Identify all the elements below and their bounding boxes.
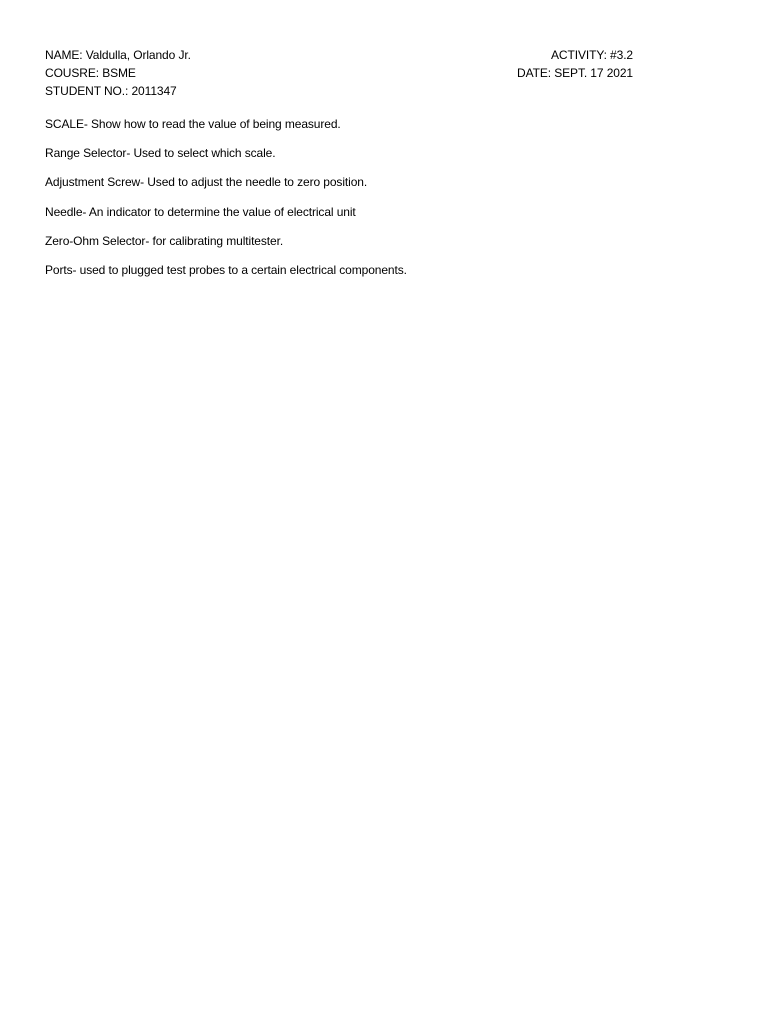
definition-needle: Needle- An indicator to determine the value of electrical unit: [45, 204, 356, 219]
definition-scale: SCALE- Show how to read the value of being measured.: [45, 117, 341, 131]
definition-adjustment-screw: Adjustment Screw- Used to adjust the needle to zero position.: [45, 175, 368, 190]
student-number: STUDENT NO.: 2011347: [45, 84, 177, 98]
definition-zero-ohm-selector: Zero-Ohm Selector- for calibrating multitester.: [45, 233, 284, 248]
document-header: [45, 46, 633, 100]
header-row-student-no: [45, 82, 633, 100]
definition-ports: Ports- used to plugged test probes to a certain electrical components.: [45, 262, 407, 277]
course: COUSRE: BSME: [45, 66, 136, 80]
header-row-name: [45, 46, 633, 64]
definition-range-selector: Range Selector- Used to select which scale.: [45, 146, 276, 161]
student-name: NAME: Valdulla, Orlando Jr.: [45, 48, 191, 62]
header-row-course: [45, 64, 633, 82]
definitions-list: [45, 115, 685, 290]
date: DATE: SEPT. 17 2021: [517, 66, 633, 80]
activity-number: ACTIVITY: #3.2: [551, 48, 633, 62]
